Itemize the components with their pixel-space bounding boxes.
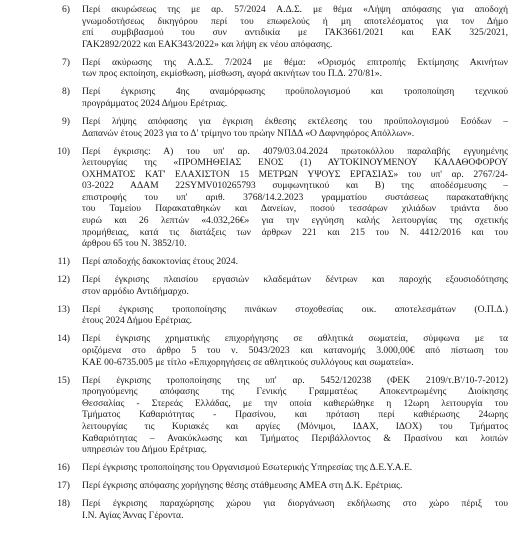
agenda-item <box>40 4 508 50</box>
agenda-item-number: 14) <box>57 333 70 345</box>
agenda-item-line: Περί λήψης απόφασης για έγκριση έκθεσης εκτέλεσης του προϋπολογισμού Εσόδων – <box>82 115 508 127</box>
agenda-item-line: ΓΑΚ2892/2022 και ΕΑΚ343/2022» και λήψη εκ νέου απόφασης. <box>82 38 333 50</box>
agenda-item-line: του Ταμείου Παρακαταθηκών και Δανείων, ποσού τεσσάρων χιλιάδων τριάντα δυο <box>82 203 508 215</box>
agenda-item-line: άρθρου 65 του Ν. 3852/10. <box>82 238 187 250</box>
agenda-item-line: Περί έγκρισης 4ης αναμόρφωσης προϋπολογισμού και τροποποίηση τεχνικού <box>82 86 508 98</box>
agenda-item-number: 9) <box>62 115 70 127</box>
agenda-item-line: Ι.Ν. Αγίας Άννας Γέροντα. <box>82 509 184 521</box>
agenda-item-text <box>82 375 508 456</box>
agenda-item <box>40 57 508 80</box>
agenda-item <box>40 304 508 327</box>
agenda-item-text <box>82 498 508 521</box>
agenda-item-number: 7) <box>62 56 70 68</box>
agenda-item-text <box>82 57 508 80</box>
agenda-item-text <box>82 274 508 297</box>
agenda-item-text <box>82 116 508 139</box>
agenda-item <box>40 480 508 492</box>
agenda-item-number: 16) <box>57 462 70 474</box>
agenda-item-line: λειτουργίας τις Κυριακές και αργίες (Μόνιμοι, ΙΔΑΧ, ΙΔΟΧ) του Τμήματος <box>82 420 508 432</box>
agenda-item-line: 03-2022 ΑΔΑΜ 22SYMV010265793 συμφωνητικού και Β) της αποδέσμευσης – <box>82 180 508 192</box>
agenda-item-line: επί συμβιβασμού του συν αντιδικία με ΓΑΚ3661/2021 και ΕΑΚ 325/2021, <box>82 27 508 39</box>
agenda-item-line: υπηρεσιών του Δήμου Ερέτριας. <box>82 444 207 456</box>
agenda-item-line: Περί έγκρισης πλαισίου εργασιών κλαδεμάτων δέντρων και παροχής εξουσιοδότησης <box>82 274 508 286</box>
agenda-item-line: προηγούμενης απόφασης της Γενικής Γραμματέως Αποκεντρωμένης Διοίκησης <box>82 386 508 398</box>
agenda-item-line: Περί έγκρισης τροποποίησης πινάκων στοχοθεσίας οικ. αποτελεσμάτων (Ο.Π.Δ.) <box>82 303 508 315</box>
agenda-item-line: Περί έγκρισης παραχώρησης χώρου για διοργάνωση εκδήλωσης στο χώρο πέριξ του <box>82 498 508 510</box>
agenda-item-line: Περί έγκρισης τροποποίησης της υπ' αρ. 5452/120238 (ΦΕΚ 2109/τ.Β'/10-7-2012) <box>82 374 508 386</box>
agenda-item-text <box>82 462 508 474</box>
agenda-item-line: έτους 2024 Δήμου Ερέτριας. <box>82 315 193 327</box>
agenda-item-line: Τμήματος Καθαριότητας - Πρασίνου, και πρόταση περί καθιέρωσης 24ωρης <box>82 409 508 421</box>
agenda-item-text <box>82 480 508 492</box>
agenda-item-number: 8) <box>62 86 70 98</box>
agenda-item-line: των προς εκποίηση, εκμίσθωση, μίσθωση, αγορά ακινήτων του Π.Δ. 270/81». <box>82 68 382 80</box>
agenda-item-line: Περί αποδοχής δακοκτονίας έτους 2024. <box>82 256 238 268</box>
agenda-item <box>40 274 508 297</box>
agenda-item-number: 11) <box>57 256 70 268</box>
agenda-item-line: ΟΧΗΜΑΤΟΣ ΚΑΤ' ΕΛΑΧΙΣΤΟΝ 15 ΜΕΤΡΩΝ ΥΨΟΥΣ ΕΡΓΑΣΙΑΣ» του υπ' αρ. 2767/24- <box>82 168 508 180</box>
agenda-item-line: Περί ακύρωσης της Α.Δ.Σ. 7/2024 με θέμα: «Ορισμός επιτροπής Εκτίμησης Ακινήτων <box>82 56 508 68</box>
agenda-item-line: Περί έγκρισης τροποποίησης του Οργανισμού Εσωτερικής Υπηρεσίας της Δ.Ε.Υ.Α.Ε. <box>82 462 413 474</box>
agenda-item-number: 6) <box>62 4 70 15</box>
agenda-item <box>40 256 508 268</box>
agenda-item-line: στον αρμόδιο Αντιδήμαρχο. <box>82 285 189 297</box>
agenda-item-number: 18) <box>57 498 70 510</box>
agenda-item-line: ΚΑΕ 00-6735.005 με τίτλο «Επιχορηγήσεις σε αθλητικούς συλλόγους και σωματεία». <box>82 356 414 368</box>
agenda-item-number: 15) <box>57 374 70 386</box>
agenda-item-line: επιστροφής του υπ' αριθ. 3768/14.2.2023 γραμματίου συστάσεως παρακαταθήκης <box>82 191 508 203</box>
agenda-item-text <box>82 4 508 50</box>
agenda-item-line: Δαπανών έτους 2023 για το Δ' τρίμηνο του πρώην ΝΠΔΔ «Ο Δαφνηφόρος Απόλλων». <box>82 127 415 139</box>
agenda-item-line: ευρώ και 26 λεπτών «4.032,26€» για την εγγύηση καλής λειτουργίας της σχετικής <box>82 215 508 227</box>
agenda-item-text <box>82 333 508 368</box>
agenda-item-line: γνωμοδοτήσεως δικηγόρου περί του επωφελούς ή μη αποτελέσματος για τον Δήμο <box>82 15 508 27</box>
agenda-item <box>40 375 508 456</box>
agenda-item <box>40 116 508 139</box>
agenda-item <box>40 146 508 250</box>
agenda-item-line: προγράμματος 2024 Δήμου Ερέτριας. <box>82 97 228 109</box>
agenda-item-number: 10) <box>57 145 70 157</box>
agenda-item <box>40 333 508 368</box>
agenda-item-list <box>40 4 508 521</box>
agenda-item-number: 17) <box>57 480 70 492</box>
agenda-item-text <box>82 146 508 250</box>
agenda-item <box>40 462 508 474</box>
agenda-item-line: Θεσσαλίας - Στερεάς Ελλάδας, με την οποία καθιερώθηκε η 12ωρη λειτουργία του <box>82 397 508 409</box>
agenda-item <box>40 498 508 521</box>
agenda-item-text <box>82 256 508 268</box>
agenda-item-text <box>82 86 508 109</box>
agenda-item-line: Περί έγκρισης απόφασης χορήγησης θέσης στάθμευσης ΑΜΕΑ στη Δ.Κ. Ερέτριας. <box>82 480 403 492</box>
agenda-item-text <box>82 304 508 327</box>
agenda-item-number: 12) <box>57 274 70 286</box>
agenda-item-line: προμήθειας, κατά τις διατάξεις των άρθρων 221 και 215 του Ν. 4412/2016 και του <box>82 226 508 238</box>
agenda-item-line: λειτουργίας της «ΠΡΟΜΗΘΕΙΑΣ ΕΝΟΣ (1) ΑΥΤΟΚΙΝΟΥΜΕΝΟΥ ΚΑΛΑΘΟΦΟΡΟΥ <box>82 157 508 169</box>
agenda-item-line: Περί ακυρώσεως της με αρ. 57/2024 Α.Δ.Σ. με θέμα «Λήψη απόφασης για αποδοχή <box>82 4 508 15</box>
agenda-item <box>40 86 508 109</box>
agenda-item-line: Καθαριότητας – Ανακύκλωσης και Τμήματος Περιβάλλοντος & Πρασίνου και λοιπών <box>82 432 508 444</box>
agenda-item-line: οριζόμενα στο άρθρο 5 του ν. 5043/2023 και κατανομής 3.000,00€ από πίστωση του <box>82 344 508 356</box>
agenda-item-line: Περί έγκρισης: Α) του υπ' αρ. 4079/03.04.2024 πρωτοκόλλου παραλαβής εγγυημένης <box>82 145 508 157</box>
agenda-item-number: 13) <box>57 303 70 315</box>
agenda-item-line: Περί έγκρισης χρηματικής επιχορήγησης σε αθλητικά σωματεία, σύμφωνα με τα <box>82 333 508 345</box>
